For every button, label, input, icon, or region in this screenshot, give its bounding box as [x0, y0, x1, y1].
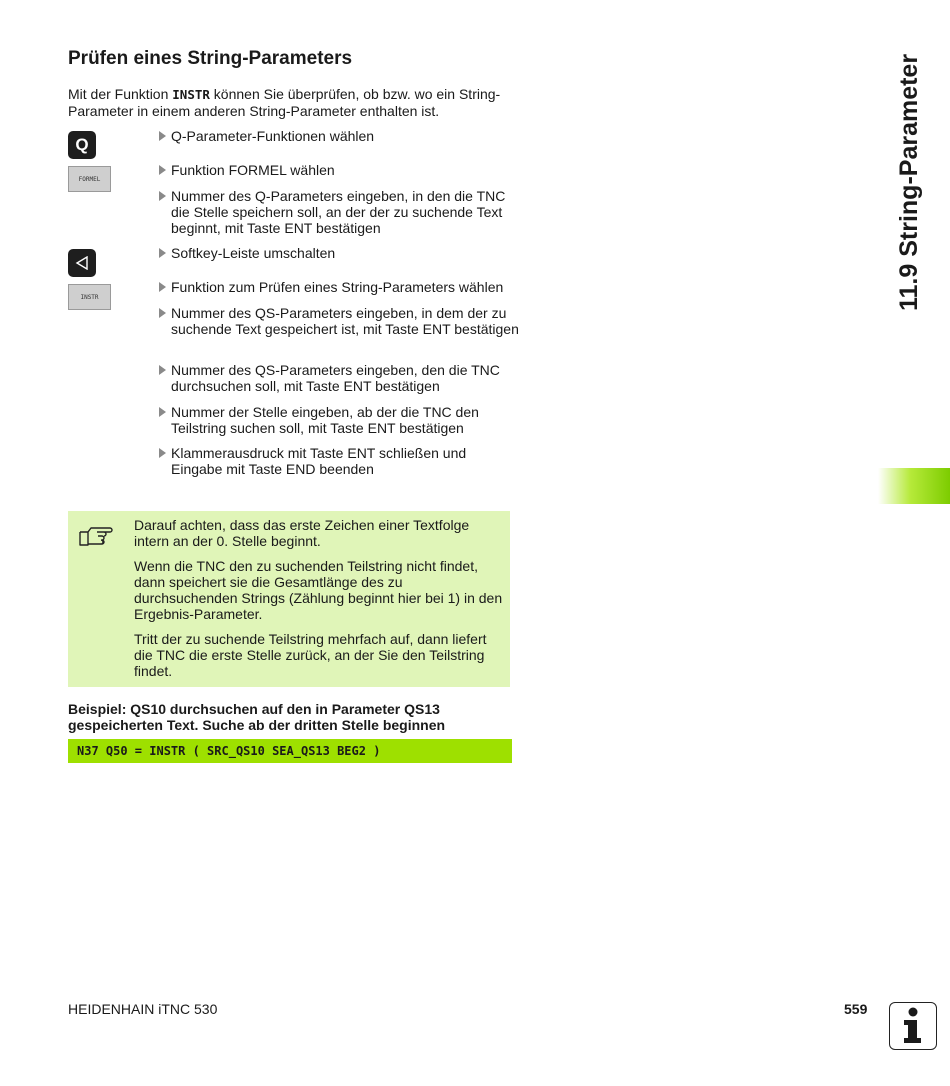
bullet-arrow-icon: [159, 131, 166, 141]
bullet-arrow-icon: [159, 448, 166, 458]
instr-softkey-icon: [68, 284, 111, 310]
chapter-side-label: 11.9 String-Parameter: [895, 53, 923, 311]
note-paragraph: Darauf achten, dass das erste Zeichen einer Textfolge intern an der 0. Stelle beginnt.: [134, 517, 470, 549]
note-box: [68, 511, 510, 687]
bullet-arrow-icon: [159, 308, 166, 318]
step-item: [159, 162, 519, 178]
step-item: [159, 279, 519, 295]
step-text: Nummer des Q-Parameters eingeben, in den die TNC die Stelle speichern soll, an der der zu suchende Text beginnt, mit Taste ENT bestätigen: [171, 188, 506, 236]
bullet-arrow-icon: [159, 282, 166, 292]
step-item: [159, 188, 519, 236]
note-paragraph: Wenn die TNC den zu suchenden Teilstring nicht findet, dann speichert sie die Gesamtlänge des zu durchsuchenden Strings (Zählung beginnt hier bei 1) in den Ergebnis-Parameter.: [134, 558, 503, 622]
bullet-arrow-icon: [159, 365, 166, 375]
intro-code-instr: INSTR: [172, 87, 210, 102]
info-i-glyph: [890, 1003, 935, 1048]
step-text: Nummer des QS-Parameters eingeben, den die TNC durchsuchen soll, mit Taste ENT bestätigen: [171, 362, 500, 394]
intro-paragraph: [68, 86, 518, 119]
info-icon: [889, 1002, 937, 1050]
pointing-hand-icon: [78, 523, 114, 549]
instr-softkey-label: INSTR: [80, 293, 99, 301]
page-number: 559: [844, 1001, 868, 1017]
bullet-arrow-icon: [159, 165, 166, 175]
intro-text-after: können Sie überprüfen, ob bzw. wo ein String-Parameter in einem anderen String-Parameter enthalten ist.: [68, 86, 501, 119]
bullet-arrow-icon: [159, 248, 166, 258]
softkey-row-switch-key-icon: [68, 249, 96, 277]
step-item: [159, 404, 519, 436]
step-text: Funktion FORMEL wählen: [171, 162, 335, 178]
formel-softkey-label: FORMEL: [78, 175, 101, 183]
step-item: [159, 245, 519, 261]
example-code-line: N37 Q50 = INSTR ( SRC_QS10 SEA_QS13 BEG2 ): [68, 739, 512, 763]
step-item: [159, 305, 519, 337]
step-item: [159, 362, 519, 394]
bullet-arrow-icon: [159, 407, 166, 417]
step-text: Q-Parameter-Funktionen wählen: [171, 128, 375, 144]
left-triangle-icon: [75, 256, 89, 270]
example-title: Beispiel: QS10 durchsuchen auf den in Parameter QS13 gespeicherten Text. Suche ab der dritten Stelle beginnen: [68, 701, 446, 733]
step-item: [159, 445, 519, 477]
step-text: Funktion zum Prüfen eines String-Parameters wählen: [171, 279, 504, 295]
step-text: Nummer des QS-Parameters eingeben, in dem der zu suchende Text gespeichert ist, mit Taste ENT bestätigen: [171, 305, 519, 337]
page-title: Prüfen eines String-Parameters: [68, 48, 353, 69]
formel-softkey-icon: [68, 166, 111, 192]
footer-product: HEIDENHAIN iTNC 530: [68, 1001, 218, 1017]
step-text: Nummer der Stelle eingeben, ab der die TNC den Teilstring suchen soll, mit Taste ENT bestätigen: [171, 404, 479, 436]
q-key-label: Q: [75, 135, 89, 154]
bullet-arrow-icon: [159, 191, 166, 201]
note-text: [134, 517, 504, 688]
chapter-tab-marker: [878, 468, 950, 504]
step-item: [159, 128, 519, 144]
q-key-icon: [68, 131, 96, 159]
step-text: Klammerausdruck mit Taste ENT schließen und Eingabe mit Taste END beenden: [171, 445, 467, 477]
step-text: Softkey-Leiste umschalten: [171, 245, 336, 261]
intro-text-before: Mit der Funktion: [68, 86, 173, 102]
note-paragraph: Tritt der zu suchende Teilstring mehrfach auf, dann liefert die TNC die erste Stelle zurück, an der Sie den Teilstring findet.: [134, 631, 487, 679]
